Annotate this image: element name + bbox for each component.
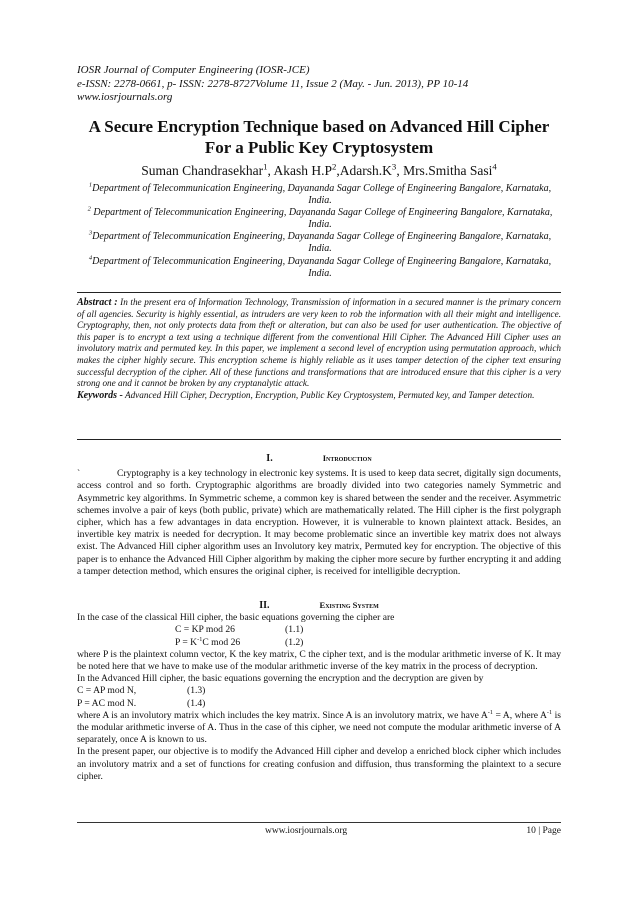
equation-1-1-body: C = KP mod 26	[175, 624, 235, 636]
equation-1-3	[77, 685, 561, 697]
existing-para-4a: where A is an involutory matrix which includes the key matrix. Since A is an involutory matrix, we have A	[77, 709, 488, 721]
abstract-bottom-rule	[77, 439, 561, 440]
existing-para-5: In the present paper, our objective is to modify the Advanced Hill cipher and develop a enriched block cipher which includes an involutory matrix and a set of functions for creating confusion and diffusion, thus transforming the plaintext to a secure cipher.	[77, 746, 561, 782]
affiliation-2-text: Department of Telecommunication Engineering, Dayananda Sagar College of Engineering Bangalore, Karnataka, India.	[90, 207, 553, 231]
existing-para-3: In the Advanced Hill cipher, the basic equations governing the encryption and the decryption are given by	[77, 673, 484, 685]
journal-url: www.iosrjournals.org	[77, 91, 173, 103]
equation-1-4-number: (1.4)	[187, 697, 206, 709]
existing-para-4-sup-1: -1	[487, 708, 493, 716]
affiliation-4-sup: 4	[88, 254, 93, 262]
affiliation-3-sup: 3	[88, 230, 93, 238]
equation-1-2-body	[175, 637, 285, 649]
affiliation-3-text: Department of Telecommunication Engineering, Dayananda Sagar College of Engineering Bangalore, Karnataka, India.	[92, 231, 552, 255]
equation-1-3-body: C = AP mod N,	[77, 685, 137, 697]
existing-para-1: In the case of the classical Hill cipher, the basic equations governing the cipher are	[77, 612, 395, 624]
affiliation-3	[78, 231, 562, 255]
section-2-number: II.	[259, 600, 270, 611]
author-3: ,Adarsh.K	[336, 163, 392, 178]
title-line-1: A Secure Encryption Technique based on Advanced Hill Cipher	[88, 117, 550, 136]
footer-rule	[77, 822, 561, 823]
existing-para-4	[77, 710, 561, 747]
title-line-2: For a Public Key Cryptosystem	[204, 138, 434, 157]
keywords-paragraph	[77, 390, 561, 402]
equation-1-3-number: (1.3)	[187, 685, 206, 697]
author-1-sup: 1	[263, 161, 268, 172]
footer-site: www.iosrjournals.org	[265, 826, 348, 836]
author-list	[60, 163, 578, 179]
equation-1-1-number: (1.1)	[285, 624, 304, 636]
footer-page-number: 10 | Page	[526, 826, 561, 836]
journal-issn: e-ISSN: 2278-0661, p- ISSN: 2278-8727Volume 11, Issue 2 (May. - Jun. 2013), PP 10-14	[77, 77, 469, 90]
abstract-block	[77, 295, 561, 401]
abstract-paragraph	[77, 297, 561, 390]
introduction-paragraph	[77, 468, 561, 578]
affiliation-4	[78, 256, 562, 280]
existing-para-4b: = A, where A	[493, 709, 547, 721]
existing-para-4c: is the modular arithmetic inverse of A. Thus in the case of this cipher, we need not compute the modular arithmetic inverse of A separately, once A is known to us.	[77, 709, 561, 746]
section-1-number: I.	[266, 453, 273, 464]
section-existing-system	[77, 599, 561, 783]
section-2-title: Existing System	[319, 600, 379, 610]
affiliation-list	[78, 183, 562, 280]
section-2-heading	[77, 599, 561, 612]
abstract-label: Abstract :	[77, 297, 118, 308]
affiliation-2	[78, 207, 562, 231]
keywords-label: Keywords -	[77, 389, 123, 401]
introduction-text: Cryptography is a key technology in electronic key systems. It is used to keep data secret, digitally sign documents, access control and so forth. Cryptographic algorithms are broadly divided into two categories namely Symmetric and Asymmetric key algorithms. In Symmetric scheme, a common key is shared between the sender and the receiver. Asymmetric schemes involve a pair of keys (both public, private) which are mathematically related. The Hill cipher is the first polygraph cipher, which has a few advantages in data encryption. However, it is vulnerable to known plaintext attack. Besides, an invertible key matrix is needed for decryption. It may become problematic since an invertible key matrix does not always exist. The Advanced Hill cipher algorithm uses an Involutory key matrix, Permuted key for encryption. The objective of this paper is to enhance the Advanced Hill Cipher algorithm by making the cipher more secure by further encrypting it and adding a tamper detection method, which ensures the original cipher, is received for intelligible decryption.	[77, 468, 561, 577]
author-2: , Akash H.P	[267, 163, 333, 178]
equation-1-4-body: P = AC mod N.	[77, 697, 137, 709]
section-introduction	[77, 452, 561, 578]
affiliation-1-sup: 1	[88, 181, 93, 189]
existing-para-4-sup-2: -1	[546, 708, 553, 716]
author-2-sup: 2	[332, 161, 337, 172]
author-4: , Mrs.Smitha Sasi	[396, 163, 493, 178]
author-4-sup: 4	[492, 161, 497, 172]
equation-1-2	[77, 637, 561, 649]
stray-tick-mark: `	[77, 468, 81, 480]
author-3-sup: 3	[391, 161, 397, 172]
affiliation-2-sup: 2	[87, 205, 91, 213]
affiliation-1	[78, 183, 562, 207]
journal-header	[77, 64, 468, 105]
abstract-text: In the present era of Information Technology, Transmission of information in a secured manner is the primary concern of all agencies. Security is highly essential, as intruders are very keen to rob the information with all their might and intelligence. Cryptography, then, not only protects data from theft or alteration, but can also be used for user authentication. The objective of this paper is to encrypt a text using a technique different from the conventional Hill Cipher. The Advanced Hill Cipher uses an involutory matrix and permuted key. In this paper, we implement a second level of encryption using permutation approach, which makes the cipher highly secure. This encryption scheme is highly reliable as it uses tamper detection of the cipher text ensuring successful decryption of the cipher. All of these functions and transformations that are introduced ensure that this cipher is a very strong one and it cannot be broken by any cryptanalytic attack.	[77, 297, 561, 389]
section-1-heading	[77, 452, 561, 465]
keywords-text: Advanced Hill Cipher, Decryption, Encryption, Public Key Cryptosystem, Permuted key, and Tamper detection.	[122, 389, 535, 400]
paper-title	[60, 116, 578, 158]
affiliation-4-text: Department of Telecommunication Engineering, Dayananda Sagar College of Engineering Bangalore, Karnataka, India.	[92, 255, 552, 279]
equation-1-1	[77, 624, 561, 636]
journal-name: IOSR Journal of Computer Engineering (IOSR-JCE)	[77, 64, 310, 76]
equation-1-2-sup: -1	[197, 635, 203, 643]
author-1: Suman Chandrasekhar	[141, 163, 264, 178]
equation-1-2-body-a: P = K	[175, 636, 198, 648]
section-1-title: Introduction	[322, 453, 372, 463]
equation-1-2-body-b: C mod 26	[202, 636, 241, 648]
equation-1-2-number: (1.2)	[285, 636, 304, 648]
existing-para-2: where P is the plaintext column vector, K the key matrix, C the cipher text, and is the modular arithmetic inverse of K. It may be noted here that we have to make use of the modular arithmetic inverse of the key matrix in the process of decryption.	[77, 648, 561, 673]
abstract-top-rule	[77, 292, 561, 293]
affiliation-1-text: Department of Telecommunication Engineering, Dayananda Sagar College of Engineering Bangalore, Karnataka, India.	[92, 183, 552, 207]
